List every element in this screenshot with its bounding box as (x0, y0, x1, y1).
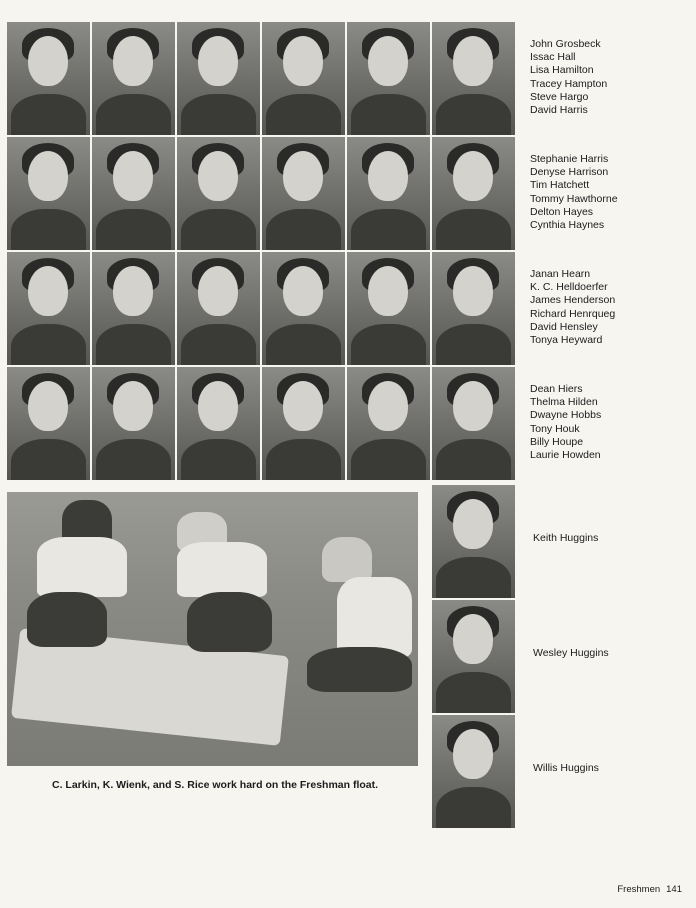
portrait-photo (262, 252, 345, 365)
student-name: Tim Hatchett (530, 179, 590, 192)
portrait-photo (7, 252, 90, 365)
page-number: 141 (666, 884, 682, 895)
portrait-photo (92, 367, 175, 480)
portrait-photo (7, 22, 90, 135)
student-name: Tommy Hawthorne (530, 192, 618, 205)
portrait-photo (432, 22, 515, 135)
portrait-photo (92, 137, 175, 250)
name-list-row-3 (530, 268, 615, 347)
student-name: K. C. Helldoerfer (530, 281, 608, 294)
portrait-photo (347, 367, 430, 480)
student-name: Tonya Heyward (530, 334, 603, 347)
student-name: Keith Huggins (533, 532, 599, 544)
name-list-row-4 (530, 383, 601, 462)
student-name: David Hensley (530, 320, 598, 333)
portrait-photo (177, 252, 260, 365)
portrait-photo (177, 22, 260, 135)
photo-caption: C. Larkin, K. Wienk, and S. Rice work hard on the Freshman float. (52, 779, 379, 791)
student-name: John Grosbeck (530, 38, 601, 50)
student-name: Stephanie Harris (530, 153, 609, 165)
student-name: Thelma Hilden (530, 396, 598, 409)
name-list-row-2 (530, 153, 618, 232)
portrait-photo (432, 715, 515, 828)
student-name: Steve Hargo (530, 90, 589, 103)
portrait-photo (7, 367, 90, 480)
portrait-photo (432, 485, 515, 598)
portrait-photo (262, 137, 345, 250)
portrait-photo (177, 367, 260, 480)
candid-photo (7, 492, 418, 766)
student-name: Tony Houk (530, 422, 580, 435)
page-footer (617, 884, 682, 895)
portrait-photo (347, 137, 430, 250)
student-name: Cynthia Haynes (530, 219, 605, 232)
portrait-photo (347, 252, 430, 365)
portrait-photo (432, 600, 515, 713)
portrait-photo (92, 22, 175, 135)
student-name: Wesley Huggins (533, 647, 609, 659)
student-name: Tracey Hampton (530, 77, 608, 90)
student-name: Delton Hayes (530, 205, 594, 218)
portrait-photo (432, 252, 515, 365)
student-name: Richard Henrqueg (530, 307, 616, 320)
portrait-photo (347, 22, 430, 135)
student-name: Dean Hiers (530, 383, 583, 395)
student-name: Willis Huggins (533, 762, 599, 774)
portrait-photo (432, 367, 515, 480)
student-name: Laurie Howden (530, 449, 601, 462)
student-name: Lisa Hamilton (530, 64, 594, 77)
portrait-photo (177, 137, 260, 250)
student-name: Billy Houpe (530, 435, 584, 448)
section-label: Freshmen (617, 884, 661, 895)
student-name: David Harris (530, 104, 588, 117)
portrait-photo (7, 137, 90, 250)
portrait-photo (262, 22, 345, 135)
student-name: Denyse Harrison (530, 166, 609, 179)
portrait-photo (432, 137, 515, 250)
name-list-row-1 (530, 38, 607, 117)
portrait-photo (92, 252, 175, 365)
student-name: James Henderson (530, 294, 616, 307)
student-name: Janan Hearn (530, 268, 591, 280)
portrait-photo (262, 367, 345, 480)
student-name: Dwayne Hobbs (530, 409, 602, 422)
student-name: Issac Hall (530, 51, 576, 64)
